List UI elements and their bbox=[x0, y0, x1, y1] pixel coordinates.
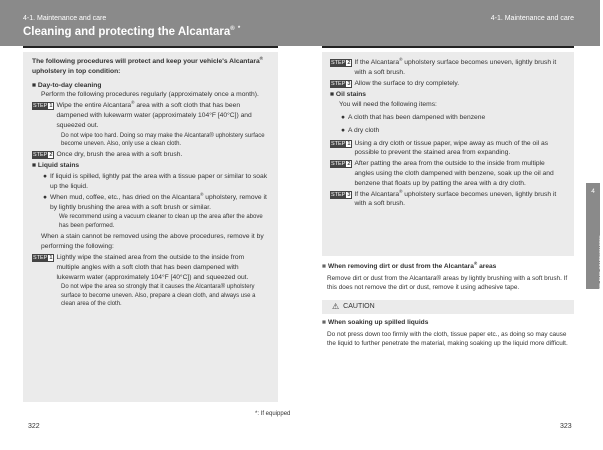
right-page-panel bbox=[322, 52, 574, 256]
oil-step-3: STEP 3 If the Alcantara® upholstery surface becomes uneven, lightly brush it with a soft brush. bbox=[331, 188, 557, 208]
page-number-right: 323 bbox=[560, 423, 572, 430]
dirt-dust-body: Remove dirt or dust from the Alcantara® areas by lightly brushing with a soft brush. If this does not remove the dirt or dust, remove it using adhesive tape. bbox=[327, 274, 568, 292]
list-item: ● A dry cloth bbox=[341, 126, 380, 134]
dirt-dust-note bbox=[322, 262, 574, 293]
intro-text: The following procedures will protect and keep your vehicle's Alcantara® upholstery in top condition: bbox=[32, 55, 263, 75]
liquid-step-3: STEP 3 Allow the surface to dry completely. bbox=[331, 79, 460, 87]
step-1-note: Do not wipe too hard. Doing so may make the Alcantara® upholstery surface become uneven. Also, only use a clean cloth. bbox=[61, 132, 265, 148]
step-badge: STEP 1 bbox=[331, 140, 351, 147]
list-item: ● If liquid is spilled, lightly pat the area with a tissue paper or similar to soak up the liquid. bbox=[43, 173, 268, 190]
oil-step-1: STEP 1 Using a dry cloth or tissue paper, wipe away as much of the oil as possible to prevent the stained area from expanding. bbox=[331, 139, 549, 157]
liquid-step-1: STEP 1 Lightly wipe the stained area from the outside to the inside from multiple angles with a soft cloth that has been dampened with lukewarm water (approximately 104°F [40°C]) and squeezed out. bbox=[33, 253, 249, 281]
list-item: ● A cloth that has been dampened with benzene bbox=[341, 113, 486, 121]
liquid-note: We recommend using a vacuum cleaner to clean up the area after the above has been performed. bbox=[59, 214, 263, 229]
page-number-left: 322 bbox=[28, 423, 40, 430]
dirt-dust-heading: ■ When removing dirt or dust from the Alcantara® areas bbox=[322, 262, 574, 272]
day-to-day-body: Perform the following procedures regularly (approximately once a month). bbox=[41, 91, 259, 99]
soak-body: Do not press down too firmly with the cloth, tissue paper etc., as doing so may cause the liquid to further penetrate the material, making soaking up the liquid more difficult. bbox=[327, 330, 568, 348]
list-item: ● When mud, coffee, etc., has dried on the Alcantara® upholstery, remove it by lightly brushing the area with a soft brush or similar. bbox=[43, 191, 267, 211]
caution-label: CAUTION bbox=[343, 302, 375, 310]
header-rule-right bbox=[322, 46, 574, 48]
step-badge: STEP 1 bbox=[33, 103, 53, 110]
liquid-step-2: STEP 2 If the Alcantara® upholstery surface becomes uneven, lightly brush it with a soft brush. bbox=[331, 56, 557, 76]
oil-stains-heading: ■ Oil stains bbox=[330, 90, 566, 100]
chapter-tab-label: Maintenance and care bbox=[597, 235, 603, 295]
footnote: *: If equipped bbox=[255, 411, 291, 417]
right-page bbox=[322, 52, 574, 349]
caution-bar bbox=[322, 300, 574, 314]
chapter-tab-number: 4 bbox=[591, 188, 595, 195]
soak-note bbox=[322, 318, 574, 349]
warning-triangle-icon: ⚠ bbox=[332, 301, 340, 311]
liquid-body: When a stain cannot be removed using the above procedures, remove it by performing the following: bbox=[41, 233, 264, 251]
header-rule-left bbox=[23, 46, 278, 48]
liquid-step-1-note: Do not wipe the area so strongly that it causes the Alcantara® upholstery surface to become uneven. Also, prepare a clean cloth, and always use a clean area of the cloth. bbox=[61, 284, 256, 308]
step-badge: STEP 1 bbox=[33, 254, 53, 261]
soak-heading: ■ When soaking up spilled liquids bbox=[322, 318, 574, 328]
day-to-day-heading: ■ Day-to-day cleaning bbox=[32, 81, 269, 91]
step-badge: STEP 2 bbox=[331, 161, 351, 168]
left-page-panel bbox=[23, 52, 278, 402]
step-badge: STEP 2 bbox=[331, 60, 351, 66]
page-header bbox=[0, 0, 600, 46]
page-title: Cleaning and protecting the Alcantara® * bbox=[23, 26, 241, 38]
oil-step-2: STEP 2 After patting the area from the outside to the inside from multiple angles using the cloth dampened with benzene, soak up the oil and benzene that floats up by patting the area with a dry cloth. bbox=[331, 160, 554, 187]
step-1: STEP 1 Wipe the entire Alcantara® area with a soft cloth that has been dampened with lukewarm water (approximately 104°F [40°C]) and squeezed out. bbox=[33, 99, 252, 129]
liquid-stains-heading: ■ Liquid stains bbox=[32, 161, 269, 171]
step-2: STEP 2 Once dry, brush the area with a soft brush. bbox=[33, 150, 183, 158]
section-label-right: 4-1. Maintenance and care bbox=[490, 15, 574, 22]
step-badge: STEP 3 bbox=[331, 80, 351, 87]
step-badge: STEP 3 bbox=[331, 191, 351, 198]
oil-body: You will need the following items: bbox=[339, 101, 437, 109]
step-badge: STEP 2 bbox=[33, 151, 53, 158]
section-label-left: 4-1. Maintenance and care bbox=[23, 15, 107, 22]
caution-section bbox=[322, 300, 574, 349]
